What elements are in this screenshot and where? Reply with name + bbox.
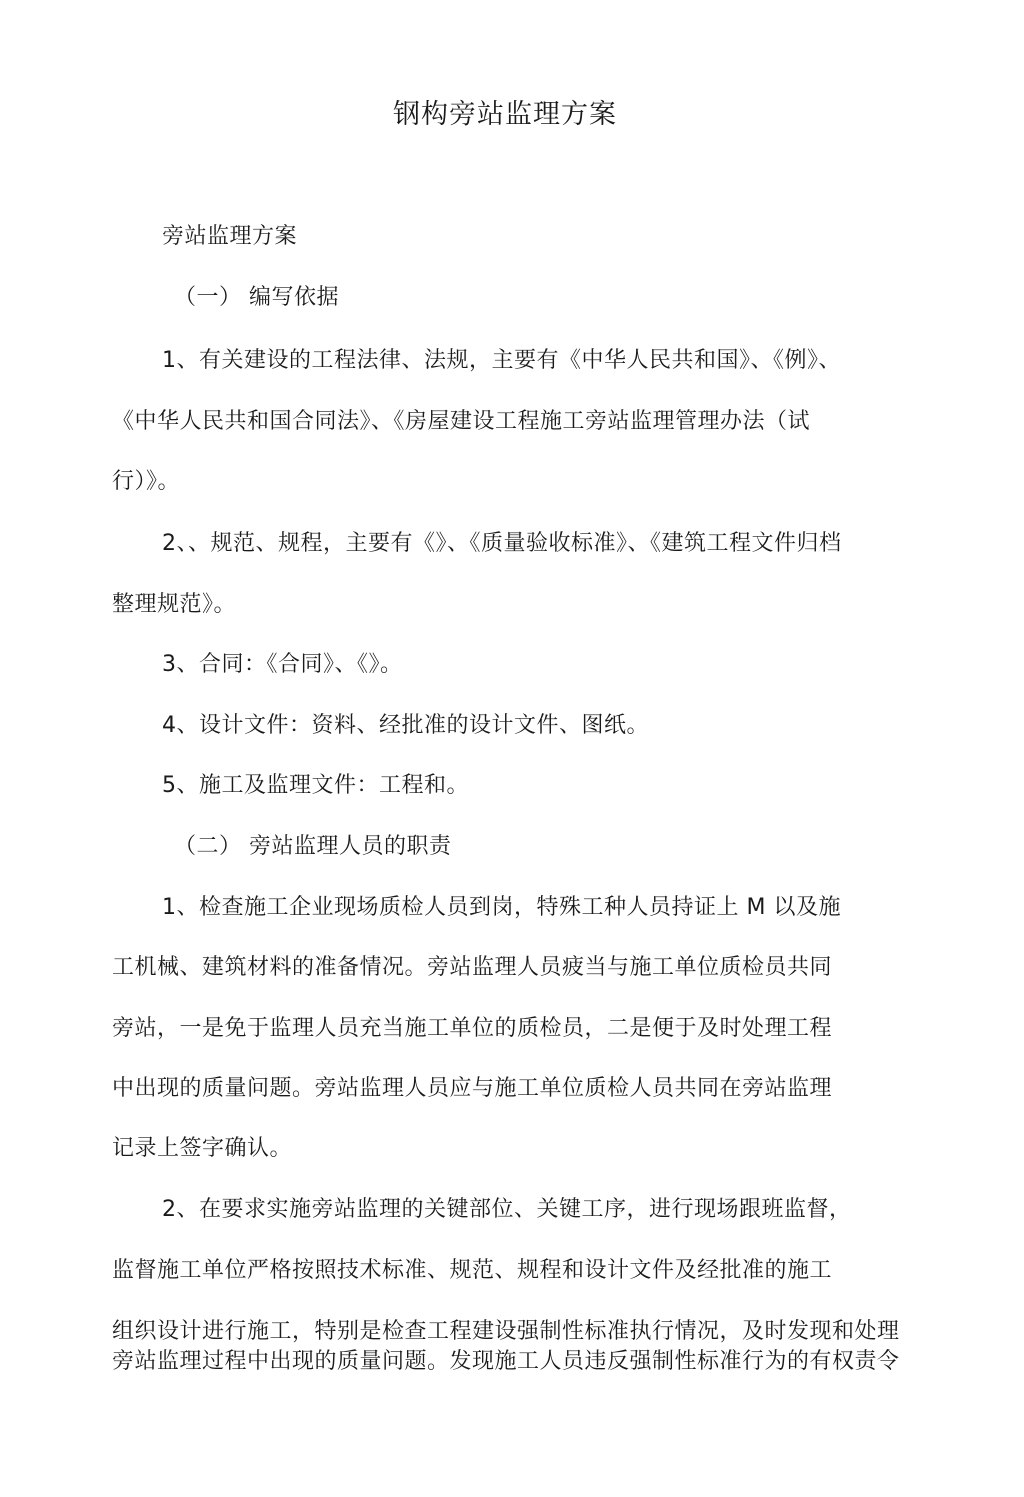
- body-line: 旁站，一是免于监理人员充当施工单位的质检员，二是便于及时处理工程: [112, 1016, 833, 1041]
- body-line: 中出现的质量问题。旁站监理人员应与施工单位质检人员共同在旁站监理: [112, 1076, 833, 1101]
- body-line: 组织设计进行施工，特别是检查工程建设强制性标准执行情况，及时发现和处理: [112, 1319, 900, 1344]
- body-line: 4、设计文件：资料、经批准的设计文件、图纸。: [162, 713, 649, 738]
- body-line: 行）》。: [112, 469, 181, 494]
- body-line: 旁站监理过程中出现的质量问题。发现施工人员违反强制性标准行为的有权责令: [112, 1349, 900, 1374]
- body-line: 工机械、建筑材料的准备情况。旁站监理人员疲当与施工单位质检员共同: [112, 955, 833, 980]
- body-line: 2、、规范、规程，主要有《》、《质量验收标准》、《建筑工程文件归档: [162, 531, 842, 556]
- body-line: 1、有关建设的工程法律、法规，主要有《中华人民共和国》、《例》、: [162, 348, 841, 373]
- body-line: 《中华人民共和国合同法》、《房屋建设工程施工旁站监理管理办法（试: [112, 409, 811, 434]
- subsection-heading: （二） 旁站监理人员的职责: [174, 834, 452, 859]
- body-line: 5、施工及监理文件：工程和。: [162, 773, 469, 798]
- body-line: 1、检查施工企业现场质检人员到岗，特殊工种人员持证上 M 以及施: [162, 895, 841, 920]
- body-line: 监督施工单位严格按照技术标准、规范、规程和设计文件及经批准的施工: [112, 1258, 833, 1283]
- body-line: 2、在要求实施旁站监理的关键部位、关键工序，进行现场跟班监督，: [162, 1197, 852, 1222]
- body-line: 记录上签字确认。: [112, 1136, 293, 1161]
- document-title: 钢构旁站监理方案: [393, 99, 617, 130]
- subsection-heading: （一） 编写依据: [174, 285, 339, 310]
- section-heading: 旁站监理方案: [162, 224, 298, 249]
- body-line: 整理规范》。: [112, 592, 237, 617]
- body-line: 3、合同：《合同》、《》。: [162, 652, 403, 677]
